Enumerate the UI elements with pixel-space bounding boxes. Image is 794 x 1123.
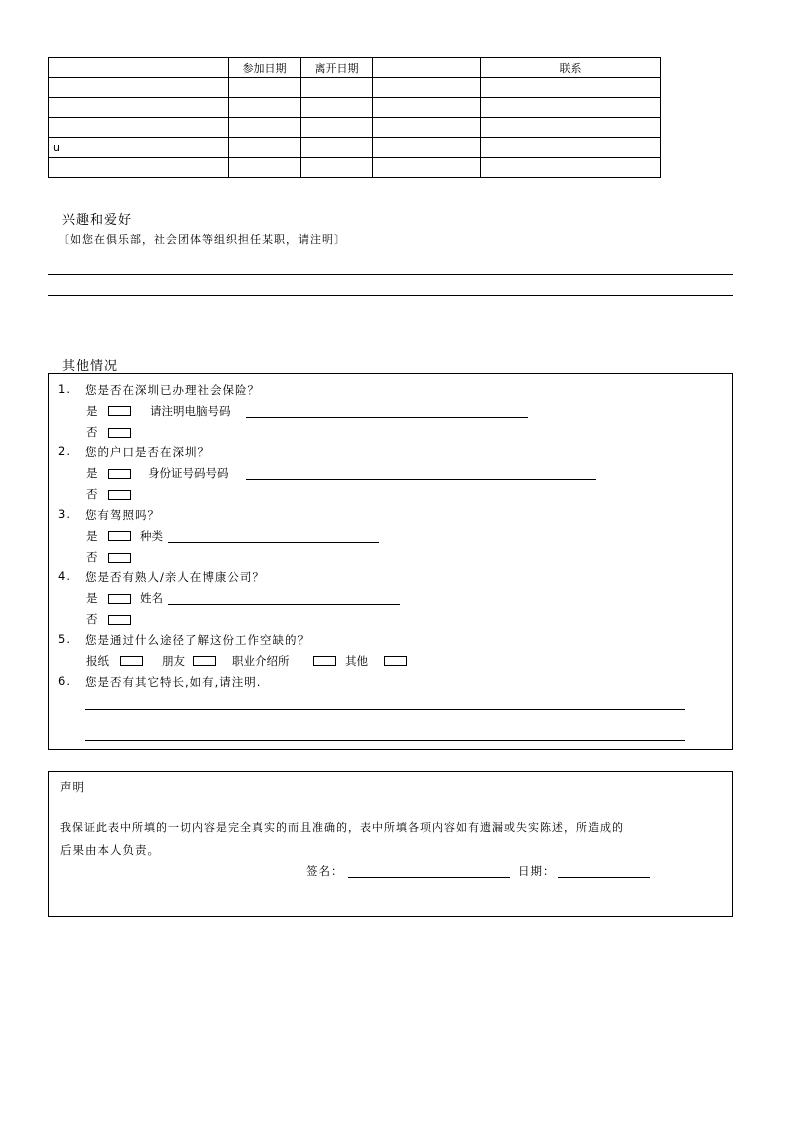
declaration-body-line-1: 我保证此表中所填的一切内容是完全真实的而且准确的，表中所填各项内容如有遗漏或失实陈述，所造成的 bbox=[60, 821, 624, 834]
table-row bbox=[49, 78, 661, 98]
q1-text: 您是否在深圳已办理社会保险？ bbox=[85, 383, 260, 397]
q6-text: 您是否有其它特长,如有,请注明. bbox=[85, 675, 262, 689]
other-section-box bbox=[48, 373, 733, 750]
table-cell[interactable] bbox=[481, 98, 661, 118]
other-title: 其他情况 bbox=[62, 359, 119, 374]
q4-yes-checkbox[interactable] bbox=[108, 594, 131, 604]
q4-text: 您是否有熟人/亲人在博康公司？ bbox=[85, 570, 265, 584]
table-cell[interactable] bbox=[481, 118, 661, 138]
q2-number: 2. bbox=[58, 444, 71, 458]
q1-number-field[interactable] bbox=[246, 417, 528, 418]
q4-yes-label: 是 bbox=[86, 591, 98, 605]
q3-type-field[interactable] bbox=[168, 542, 379, 543]
table-cell[interactable] bbox=[301, 158, 373, 178]
table-header-cell bbox=[49, 58, 229, 78]
table-cell[interactable]: u bbox=[49, 138, 229, 158]
q3-no-label: 否 bbox=[86, 550, 98, 564]
signature-label: 签名： bbox=[306, 864, 344, 878]
table-cell[interactable] bbox=[229, 158, 301, 178]
table-cell[interactable] bbox=[481, 138, 661, 158]
q1-no-label: 否 bbox=[86, 425, 98, 439]
table-row bbox=[49, 118, 661, 138]
table-header-cell: 联系 bbox=[481, 58, 661, 78]
table-cell[interactable] bbox=[373, 78, 481, 98]
table-cell[interactable] bbox=[301, 138, 373, 158]
table-cell[interactable] bbox=[481, 78, 661, 98]
q3-yes-label: 是 bbox=[86, 529, 98, 543]
date-label: 日期： bbox=[518, 864, 556, 878]
q5-number: 5. bbox=[58, 632, 71, 646]
q4-name-field[interactable] bbox=[168, 604, 400, 605]
interests-note: 〔如您在俱乐部，社会团体等组织担任某职，请注明〕 bbox=[58, 233, 346, 246]
q5-option-newspaper: 报纸 bbox=[86, 654, 109, 668]
q6-answer-line-1[interactable] bbox=[85, 709, 685, 710]
table-header-row bbox=[49, 58, 661, 78]
q5-newspaper-checkbox[interactable] bbox=[120, 656, 143, 666]
q1-no-checkbox[interactable] bbox=[108, 428, 131, 438]
table-cell[interactable] bbox=[373, 118, 481, 138]
table-cell[interactable] bbox=[373, 98, 481, 118]
q1-yes-label: 是 bbox=[86, 404, 98, 418]
q2-yes-checkbox[interactable] bbox=[108, 469, 131, 479]
table-cell[interactable] bbox=[229, 118, 301, 138]
table-cell[interactable] bbox=[229, 78, 301, 98]
table-cell[interactable] bbox=[229, 138, 301, 158]
table-cell[interactable] bbox=[229, 98, 301, 118]
q6-number: 6. bbox=[58, 674, 71, 688]
q2-id-field[interactable] bbox=[246, 479, 596, 480]
declaration-body-line-2: 后果由本人负责。 bbox=[60, 843, 160, 857]
q5-friend-checkbox[interactable] bbox=[193, 656, 216, 666]
q2-yes-hint: 身份证号码号码 bbox=[148, 466, 229, 480]
table-cell[interactable] bbox=[301, 78, 373, 98]
q4-yes-hint: 姓名 bbox=[140, 591, 163, 605]
interests-title: 兴趣和爱好 bbox=[62, 213, 133, 228]
q2-text: 您的户口是否在深圳？ bbox=[85, 445, 210, 459]
q4-no-checkbox[interactable] bbox=[108, 615, 131, 625]
q3-yes-hint: 种类 bbox=[140, 529, 163, 543]
q3-yes-checkbox[interactable] bbox=[108, 531, 131, 541]
table-cell[interactable] bbox=[373, 138, 481, 158]
table-row bbox=[49, 158, 661, 178]
q4-number: 4. bbox=[58, 569, 71, 583]
q4-no-label: 否 bbox=[86, 612, 98, 626]
q1-yes-hint: 请注明电脑号码 bbox=[150, 404, 231, 418]
q5-option-agency: 职业介绍所 bbox=[232, 654, 290, 668]
table-header-cell: 参加日期 bbox=[229, 58, 301, 78]
interests-line-2[interactable] bbox=[48, 295, 733, 296]
signature-field[interactable] bbox=[348, 877, 510, 878]
table-cell[interactable] bbox=[49, 118, 229, 138]
declaration-title: 声明 bbox=[60, 780, 85, 794]
interests-line-1[interactable] bbox=[48, 274, 733, 275]
table-cell[interactable] bbox=[301, 118, 373, 138]
table-cell[interactable] bbox=[49, 78, 229, 98]
table-header-cell bbox=[373, 58, 481, 78]
table-cell[interactable] bbox=[49, 98, 229, 118]
q1-number: 1. bbox=[58, 382, 71, 396]
q5-agency-checkbox[interactable] bbox=[313, 656, 336, 666]
q5-option-other: 其他 bbox=[345, 654, 368, 668]
q3-number: 3. bbox=[58, 507, 71, 521]
q1-yes-checkbox[interactable] bbox=[108, 406, 131, 416]
q3-text: 您有驾照吗？ bbox=[85, 508, 160, 522]
table-row bbox=[49, 138, 661, 158]
q3-no-checkbox[interactable] bbox=[108, 553, 131, 563]
q2-no-label: 否 bbox=[86, 487, 98, 501]
q5-text: 您是通过什么途径了解这份工作空缺的？ bbox=[85, 633, 310, 647]
q5-other-checkbox[interactable] bbox=[384, 656, 407, 666]
date-field[interactable] bbox=[558, 877, 650, 878]
history-table bbox=[48, 57, 661, 178]
q5-option-friend: 朋友 bbox=[162, 654, 185, 668]
q2-no-checkbox[interactable] bbox=[108, 490, 131, 500]
table-cell[interactable] bbox=[481, 158, 661, 178]
table-header-cell: 离开日期 bbox=[301, 58, 373, 78]
q2-yes-label: 是 bbox=[86, 466, 98, 480]
table-cell[interactable] bbox=[49, 158, 229, 178]
q6-answer-line-2[interactable] bbox=[85, 740, 685, 741]
table-cell[interactable] bbox=[373, 158, 481, 178]
table-cell[interactable] bbox=[301, 98, 373, 118]
table-row bbox=[49, 98, 661, 118]
